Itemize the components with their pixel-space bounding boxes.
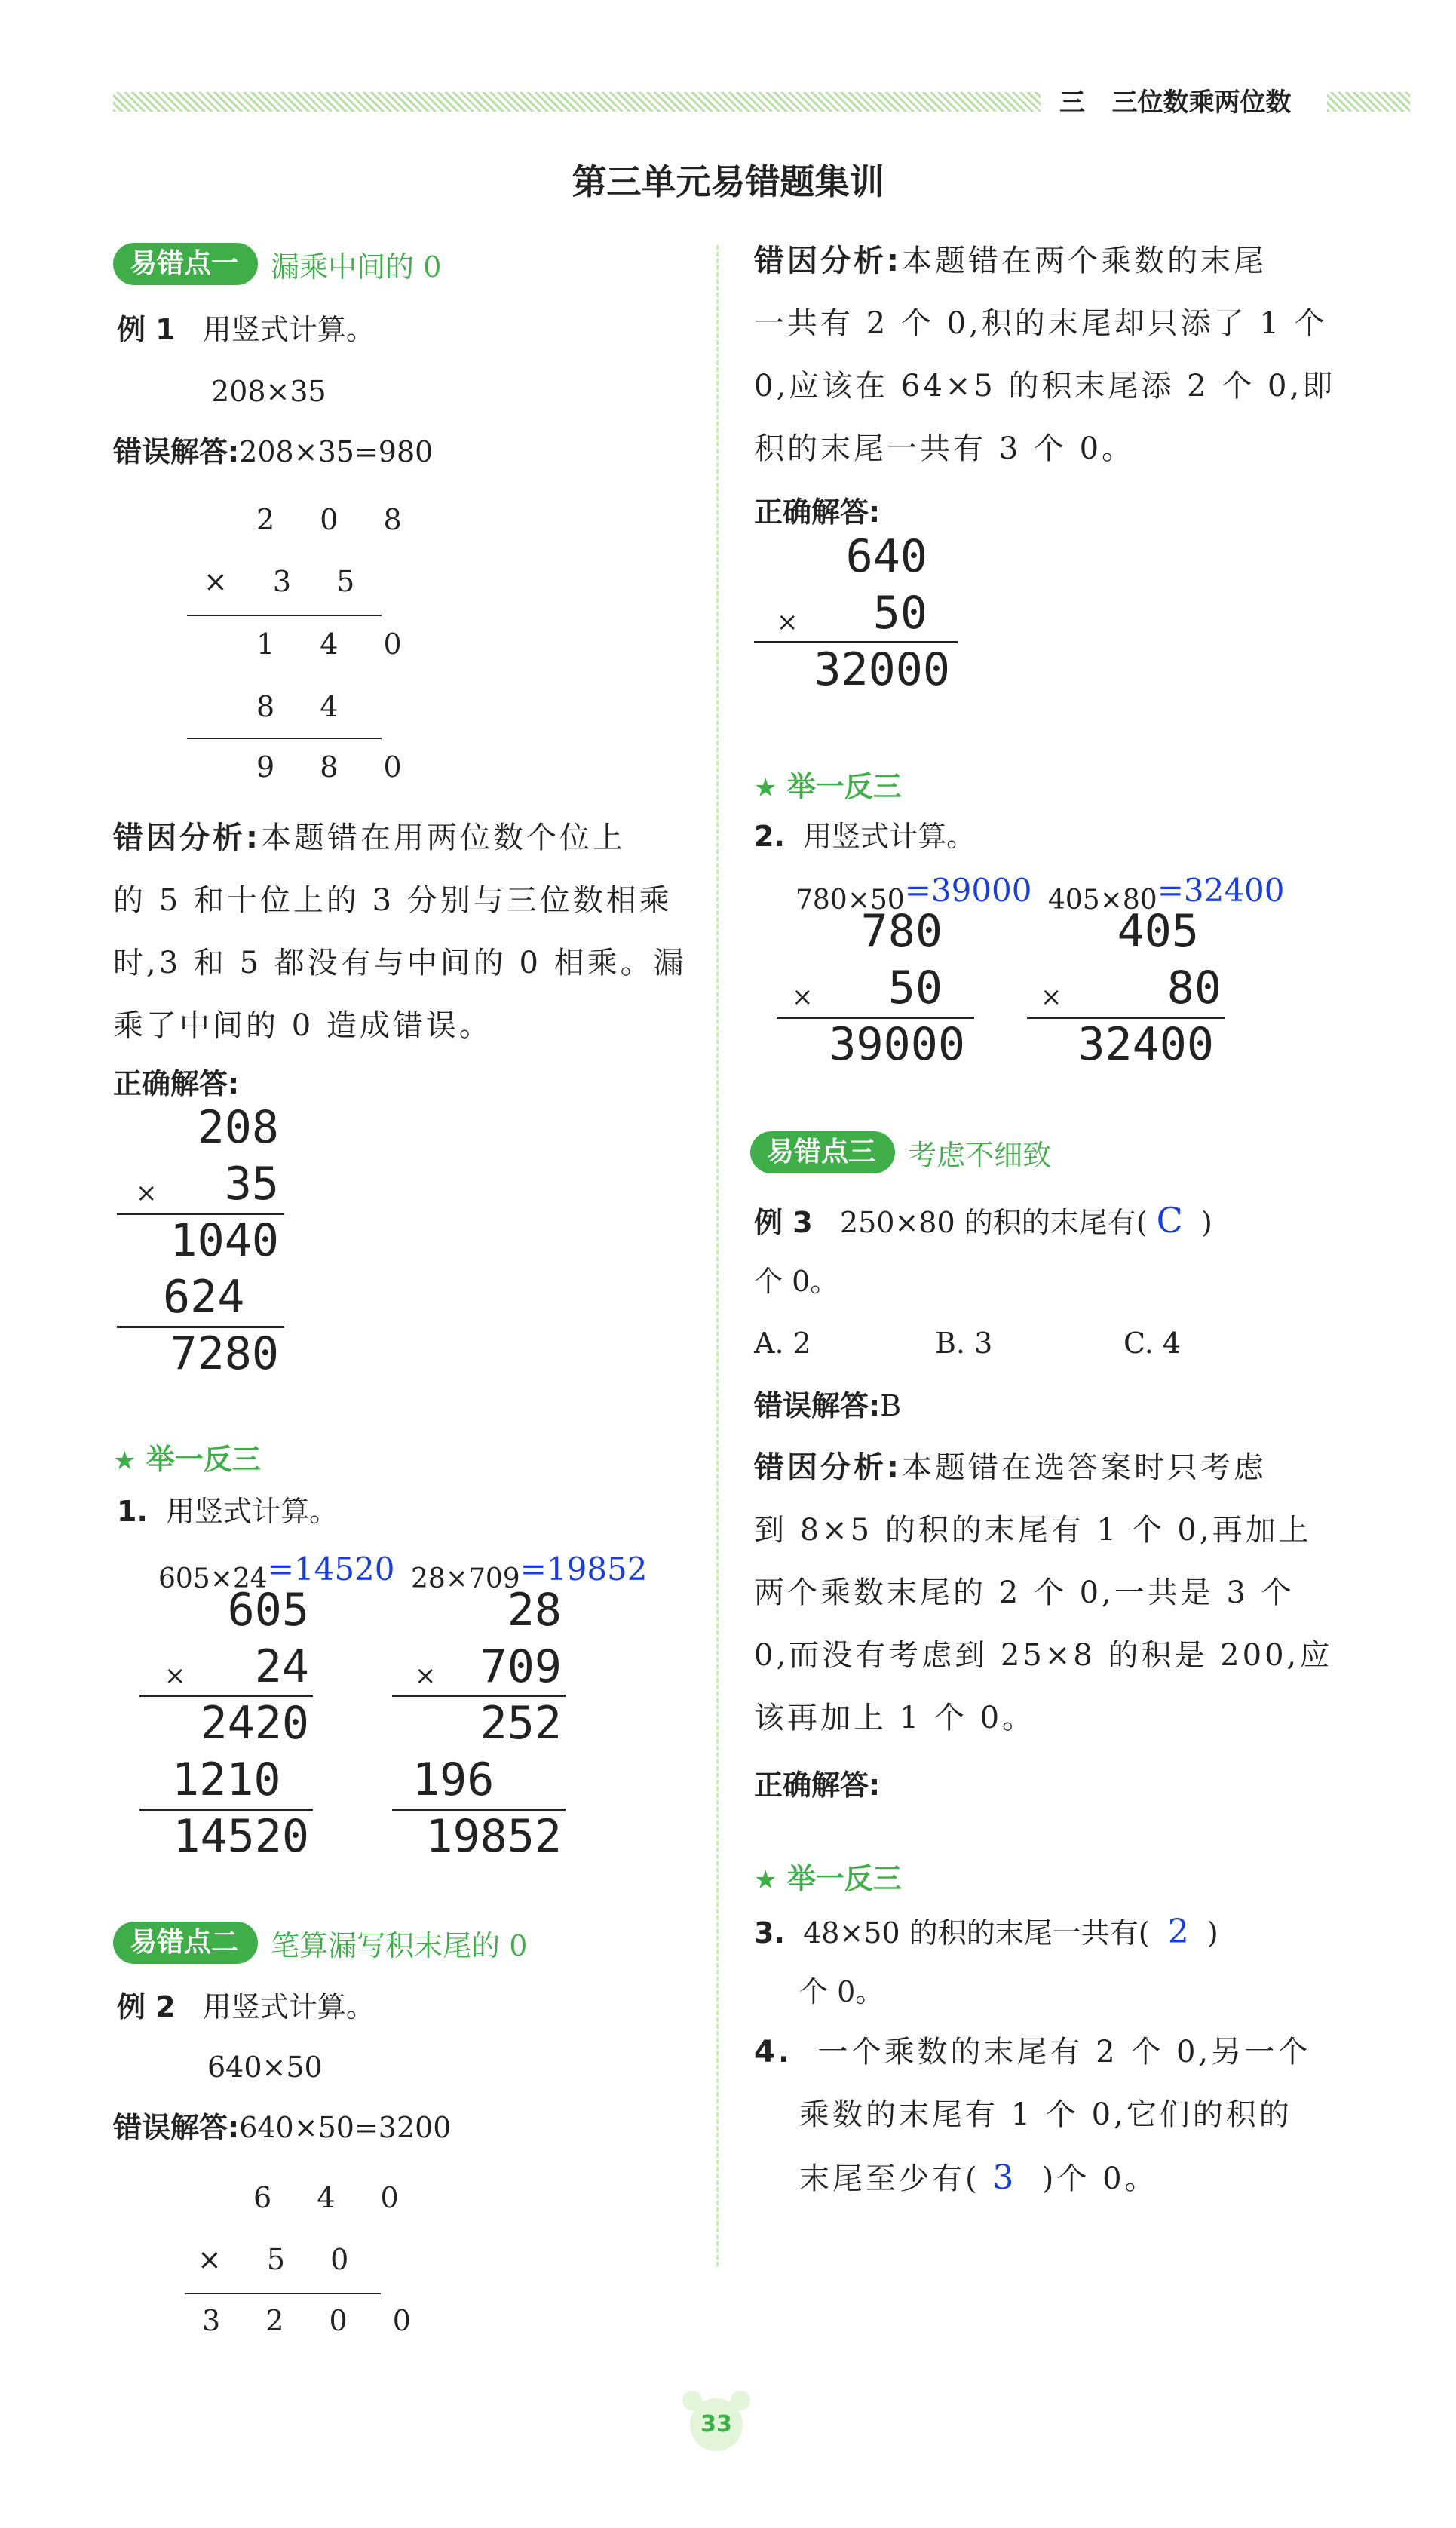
calc-row: 39000 (829, 1018, 965, 1071)
calc-row: 28 (507, 1584, 562, 1637)
wrong-label: 错误解答: (113, 435, 240, 468)
times-sign: × (164, 1661, 186, 1691)
q3-answer: 2 (1167, 1913, 1189, 1951)
calc-row: 14520 (173, 1810, 309, 1863)
ex3-wrong: 错误解答:B (754, 1389, 902, 1422)
calc-row: 8 4 (256, 690, 357, 723)
calc-row: 2 0 8 (256, 503, 420, 536)
calc-row: 80 (1166, 962, 1222, 1014)
q3-line-cont: 个 0。 (799, 1975, 884, 2008)
calc-row: 7280 (170, 1327, 279, 1380)
calc-row: 405 (1117, 905, 1199, 958)
practice2-question: 2. 用竖式计算。 (754, 820, 976, 853)
star-icon: ★ (113, 1446, 136, 1476)
calc-row: 780 (860, 905, 943, 958)
p1a-answer: =14520 (267, 1551, 395, 1588)
analysis-label: 错因分析: (113, 821, 261, 855)
calc-row: 32400 (1077, 1018, 1214, 1071)
ex3-option-c: C. 4 (1123, 1327, 1182, 1360)
ex2-analysis: 错因分析:本题错在两个乘数的末尾 一共有 2 个 0,积的末尾却只添了 1 个 0,应该在 64×5 的积末尾添 2 个 0,即 积的末尾一共有 3 个 0。 (754, 244, 1336, 466)
correct-label: 正确解答: (754, 1769, 881, 1802)
practice3-heading: ★ 举一反三 (754, 1862, 902, 1895)
calc-row: 709 (480, 1640, 562, 1693)
calc-row: 19852 (425, 1810, 562, 1863)
ex1-prompt: 用竖式计算。 (202, 313, 375, 346)
q4-text: 4. 一个乘数的末尾有 2 个 0,另一个 乘数的末尾有 1 个 0,它们的积的 末尾至少有( 3 )个 0。 (754, 2035, 1311, 2197)
correct-label: 正确解答: (113, 1067, 240, 1100)
calc-row: × 5 0 (198, 2243, 367, 2276)
calc-row: 35 (224, 1158, 279, 1210)
calc-row: 208 (197, 1101, 279, 1154)
p1b-expression: 28×709=19852 (411, 1551, 648, 1594)
ex2-wrong: 错误解答:640×50=3200 (113, 2111, 452, 2144)
point2-heading (113, 1922, 527, 1964)
p1b-answer: =19852 (520, 1551, 648, 1588)
page-number: 33 (690, 2398, 743, 2451)
point1-tag: 易错点一 (113, 243, 258, 285)
point3-topic: 考虑不细致 (908, 1138, 1052, 1172)
ex3-answer: C (1156, 1200, 1183, 1241)
ex3-stem: 例 3 250×80 的积的末尾有( C ) (754, 1200, 1212, 1241)
calc-line (187, 738, 382, 739)
calc-line (187, 615, 382, 616)
calc-row: × 3 5 (204, 565, 373, 598)
calc-row: 50 (887, 962, 943, 1014)
ex3-option-b: B. 3 (935, 1327, 993, 1360)
calc-row: 1210 (172, 1753, 281, 1806)
page-title: 第三单元易错题集训 (572, 161, 884, 202)
calc-row: 2420 (200, 1697, 309, 1750)
star-icon: ★ (754, 1865, 777, 1895)
point3-tag: 易错点三 (750, 1131, 895, 1173)
practice1-heading: ★ 举一反三 (113, 1443, 261, 1476)
calc-row: 605 (227, 1584, 309, 1637)
point1-topic: 漏乘中间的 0 (271, 250, 442, 284)
ex2-expression: 640×50 (207, 2051, 323, 2084)
calc-row: 640 (845, 530, 927, 583)
p2a-expression: 780×50=39000 (795, 872, 1032, 916)
calc-row: 9 8 0 (256, 750, 420, 784)
ex3-analysis: 错因分析:本题错在选答案时只考虑 到 8×5 的积的末尾有 1 个 0,再加上 两个乘数末尾的 2 个 0,一共是 3 个 0,而没有考虑到 25×8 的积是 200,应 该再加上 1 个 0。 (754, 1450, 1333, 1735)
column-divider (716, 245, 719, 2266)
times-sign: × (792, 982, 814, 1012)
ex1-expression: 208×35 (211, 375, 326, 408)
times-sign: × (136, 1178, 158, 1208)
ex1-analysis: 错因分析:本题错在用两位数个位上 的 5 和十位上的 3 分别与三位数相乘 时,3 和 5 都没有与中间的 0 相乘。漏 乘了中间的 0 造成错误。 (113, 821, 687, 1043)
ex2-line: 例 2 用竖式计算。 (117, 1990, 375, 2023)
star-icon: ★ (754, 773, 777, 803)
practice1-question: 1. 用竖式计算。 (117, 1495, 339, 1528)
p2b-expression: 405×80=32400 (1048, 872, 1285, 916)
q3-line: 3. 48×50 的积的末尾一共有( 2 ) (754, 1913, 1218, 1951)
calc-line (185, 2293, 381, 2294)
p2b-answer: =32400 (1157, 872, 1285, 909)
q4-answer: 3 (992, 2158, 1017, 2197)
times-sign: × (1041, 982, 1062, 1012)
point2-topic: 笔算漏写积末尾的 0 (271, 1928, 528, 1962)
p1a-expression: 605×24=14520 (158, 1551, 395, 1594)
times-sign: × (777, 607, 799, 637)
header-decoration (113, 92, 1041, 112)
ex3-option-a: A. 2 (754, 1327, 811, 1360)
calc-row: 6 4 0 (253, 2181, 417, 2214)
ex3-stem-cont: 个 0。 (754, 1265, 839, 1298)
point2-tag: 易错点二 (113, 1922, 258, 1964)
point1-heading (113, 243, 441, 285)
header-decoration-right (1327, 92, 1410, 112)
header-chapter: 三 三位数乘两位数 (1059, 87, 1292, 118)
practice2-heading: ★ 举一反三 (754, 770, 902, 803)
calc-row: 624 (163, 1271, 245, 1324)
ex1-line (117, 315, 375, 344)
calc-row: 32000 (814, 643, 950, 696)
calc-row: 1 4 0 (256, 627, 420, 661)
calc-row: 1040 (170, 1214, 279, 1267)
p2a-answer: =39000 (904, 872, 1032, 909)
ex1-label: 例 1 (117, 313, 176, 346)
wrong-answer: 208×35=980 (239, 435, 434, 468)
calc-row: 50 (872, 587, 927, 640)
calc-row: 196 (412, 1753, 495, 1806)
calc-row: 252 (480, 1697, 562, 1750)
point3-heading (750, 1131, 1051, 1173)
calc-row: 24 (254, 1640, 309, 1693)
times-sign: × (415, 1661, 437, 1691)
correct-label: 正确解答: (754, 495, 881, 529)
calc-row: 3 2 0 0 (202, 2304, 429, 2337)
ex1-wrong (113, 437, 433, 466)
